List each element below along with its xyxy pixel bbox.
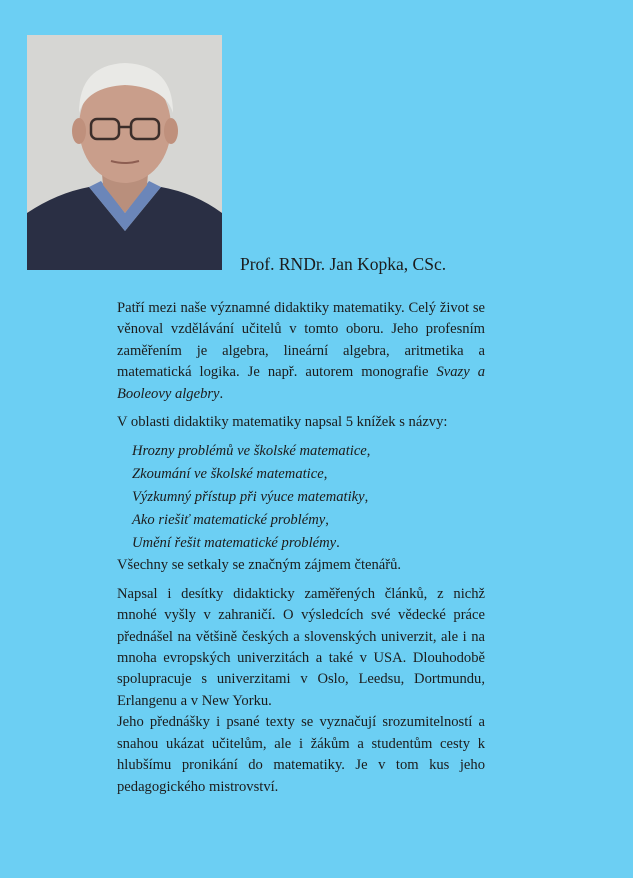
book-item	[117, 509, 485, 532]
bio-paragraph-3: Napsal i desítky didakticky zaměřených článků, z nichž mnohé vyšly v zahraničí. O výsledcích své vědecké práce přednášel na většině českých a slovenských univerzit, ale i na mnoha evropských univerzitách a také v USA. Dlouhodobě spolupracuje s univerzitami v Oslo, Leedsu, Dortmundu, Erlangenu a v New Yorku.	[117, 585, 485, 709]
book-list	[117, 440, 485, 555]
author-photo	[27, 35, 222, 270]
book-item	[117, 463, 485, 486]
books-after: Všechny se setkaly se značným zájmem čtenářů.	[117, 557, 402, 574]
book-title: Umění řešit matematické problémy	[132, 535, 337, 552]
author-name: Prof. RNDr. Jan Kopka, CSc.	[240, 254, 447, 274]
book-title: Ako riešiť matematické problémy	[132, 512, 326, 529]
book-punctuation: .	[336, 535, 340, 552]
portrait-photo-icon	[27, 35, 222, 270]
book-title: Hrozny problémů ve školské matematice	[132, 443, 367, 460]
bio-paragraph-4: Jeho přednášky i psané texty se vyznačují srozumitelností a snahou ukázat učitelům, ale i žákům a studentům cesty k hlubšímu pronikání do matematiky. Je v tom kus jeho pedagogického mistrovství.	[117, 714, 485, 795]
book-punctuation: ,	[323, 466, 328, 483]
book-punctuation: ,	[366, 443, 371, 460]
bio-paragraph-1	[117, 298, 485, 405]
biography	[117, 298, 485, 805]
book-punctuation: ,	[364, 489, 369, 506]
bio-paragraph-1-end: .	[219, 385, 224, 402]
bio-paragraph-1-text: Patří mezi naše významné didaktiky matematiky. Celý život se věnoval vzdělávání učitelů v tomto oboru. Jeho profesním zaměřením je algebra, lineární algebra, aritmetika a matematická logika. Je např. autorem monografie	[117, 300, 485, 381]
books-lead: V oblasti didaktiky matematiky napsal 5 knížek s názvy:	[117, 414, 448, 431]
book-title: Výzkumný přístup při výuce matematiky	[132, 489, 365, 506]
monograph-title: Svazy a Booleovy algebry	[117, 364, 485, 402]
book-punctuation: ,	[325, 512, 329, 529]
book-item	[117, 486, 485, 509]
book-item	[117, 532, 485, 555]
book-item	[117, 440, 485, 463]
book-title: Zkoumání ve školské matematice	[132, 466, 324, 483]
